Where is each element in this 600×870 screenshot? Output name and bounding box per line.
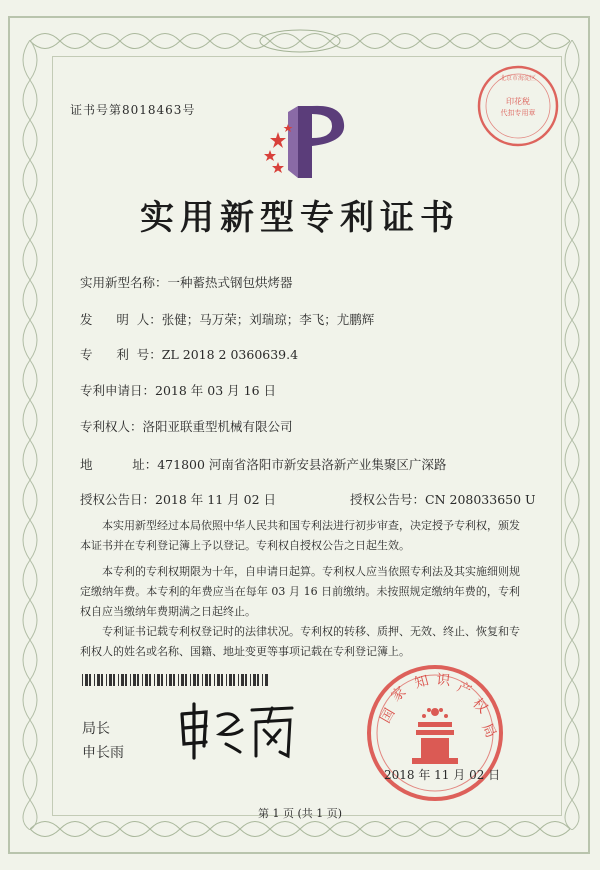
inventor-value: 张健；马万荣；刘瑞琼；李飞；尤鹏辉 <box>161 312 375 327</box>
grant-number-value: CN 208033650 U <box>425 492 536 507</box>
svg-text:家: 家 <box>388 683 410 706</box>
barcode-bar <box>113 674 115 686</box>
barcode-bar <box>245 674 247 686</box>
address-row <box>80 455 446 473</box>
barcode-bar <box>238 674 239 686</box>
svg-text:识: 识 <box>435 672 451 690</box>
patent-number-value: ZL 2018 2 0360639.4 <box>161 347 299 362</box>
svg-text:国: 国 <box>377 705 399 726</box>
barcode-bar <box>106 674 107 686</box>
barcode-bar <box>226 674 227 686</box>
grant-date-value: 2018 年 11 月 02 日 <box>155 492 277 507</box>
inventor-label: 发 明 人： <box>80 312 162 327</box>
director-title: 局长 <box>82 721 110 737</box>
barcode-bar <box>257 674 259 686</box>
barcode-bar <box>190 674 191 686</box>
barcode-bar <box>250 674 251 686</box>
barcode-bar <box>241 674 244 686</box>
barcode-bar <box>166 674 167 686</box>
patentee-row <box>80 417 293 435</box>
left-ornament <box>16 40 44 830</box>
right-ornament <box>558 40 586 830</box>
filing-date-label: 专利申请日： <box>80 383 156 398</box>
barcode-bar <box>181 674 184 686</box>
seal-date: 2018 年 11 月 02 日 <box>384 768 501 782</box>
legal-status-paragraph: 专利证书记载专利权登记时的法律状况。专利权的转移、质押、无效、终止、恢复和专利权人的姓名或名称、国籍、地址变更等事项记载在专利登记簿上。 <box>80 625 520 658</box>
barcode-bar <box>130 674 131 686</box>
barcode-bar <box>137 674 139 686</box>
barcode-bar <box>94 674 95 686</box>
barcode-bar <box>89 674 91 686</box>
inventor-row <box>80 310 374 328</box>
barcode-bar <box>173 674 175 686</box>
barcode-bar <box>133 674 136 686</box>
barcode-bar <box>97 674 100 686</box>
top-ornament <box>30 26 570 56</box>
certificate-title: 实用新型专利证书 <box>140 198 460 238</box>
barcode-bar <box>121 674 124 686</box>
patent-office-logo <box>258 98 350 182</box>
patentee-value: 洛阳亚联重型机械有限公司 <box>142 419 293 434</box>
barcode-bar <box>101 674 103 686</box>
barcode-bar <box>178 674 179 686</box>
utility-model-name-value: 一种蓄热式钢包烘烤器 <box>167 275 293 290</box>
barcode-bar <box>109 674 112 686</box>
barcode-bar <box>118 674 119 686</box>
patentee-label: 专利权人： <box>80 419 143 434</box>
address-value: 471800 河南省洛阳市新安县洛新产业集聚区广深路 <box>157 457 447 472</box>
grant-number-label: 授权公告号： <box>350 492 426 507</box>
term-fee-paragraph: 本专利的专利权期限为十年，自申请日起算。专利权人应当依照专利法及其实施细则规定缴纳年费。本专利的年费应当在每年 03 月 16 日前缴纳。未按照规定缴纳年费的，专利权自应当缴纳年费期满之日起终止。 <box>80 565 520 618</box>
grant-date-label: 授权公告日： <box>80 492 156 507</box>
barcode-bar <box>253 674 256 686</box>
barcode-bar <box>262 674 263 686</box>
barcode-bar <box>265 674 268 686</box>
barcode-bar <box>202 674 203 686</box>
patent-number-row <box>80 345 298 363</box>
barcode-bar <box>193 674 196 686</box>
barcode-bar <box>157 674 160 686</box>
patent-number-label: 专 利 号： <box>80 347 162 362</box>
barcode-bar <box>221 674 223 686</box>
barcode-bar <box>229 674 232 686</box>
utility-model-name-row <box>80 273 293 291</box>
barcode-bar <box>209 674 211 686</box>
barcode-bar <box>149 674 151 686</box>
barcode-bar <box>185 674 187 686</box>
grant-number-row <box>350 490 536 508</box>
utility-model-name-label: 实用新型名称： <box>80 275 168 290</box>
svg-text:局: 局 <box>478 720 499 741</box>
certificate-number: 证书号第8018463号 <box>70 103 196 117</box>
barcode-bar <box>154 674 155 686</box>
barcode-bar <box>217 674 220 686</box>
filing-date-value: 2018 年 03 月 16 日 <box>155 383 277 398</box>
svg-text:权: 权 <box>469 695 491 717</box>
barcode-bar <box>169 674 172 686</box>
barcode-bar <box>82 674 83 686</box>
tax-stamp-top <box>476 64 560 148</box>
svg-text:知: 知 <box>412 672 431 692</box>
barcode-bar <box>142 674 143 686</box>
barcode-bar <box>214 674 215 686</box>
barcode-bar <box>85 674 88 686</box>
barcode-bar <box>125 674 127 686</box>
svg-text:产: 产 <box>454 679 474 700</box>
barcode <box>82 674 268 686</box>
grant-date-row <box>80 490 276 508</box>
grant-statement-paragraph: 本实用新型经过本局依照中华人民共和国专利法进行初步审查，决定授予专利权，颁发本证书并在专利登记簿上予以登记。专利权自授权公告之日起生效。 <box>80 519 520 552</box>
barcode-bar <box>205 674 208 686</box>
director-signature <box>176 700 296 762</box>
svg-text:北京市海淀区: 北京市海淀区 <box>499 75 537 82</box>
page-number: 第 1 页 (共 1 页) <box>257 807 343 820</box>
barcode-bar <box>145 674 148 686</box>
barcode-bar <box>161 674 163 686</box>
filing-date-row <box>80 381 276 399</box>
director-name: 申长雨 <box>82 745 124 761</box>
barcode-bar <box>233 674 235 686</box>
barcode-bar <box>197 674 199 686</box>
svg-text:印花税: 印花税 <box>506 97 530 106</box>
svg-text:代扣专用章: 代扣专用章 <box>500 109 536 117</box>
address-label: 地 址： <box>80 457 158 472</box>
